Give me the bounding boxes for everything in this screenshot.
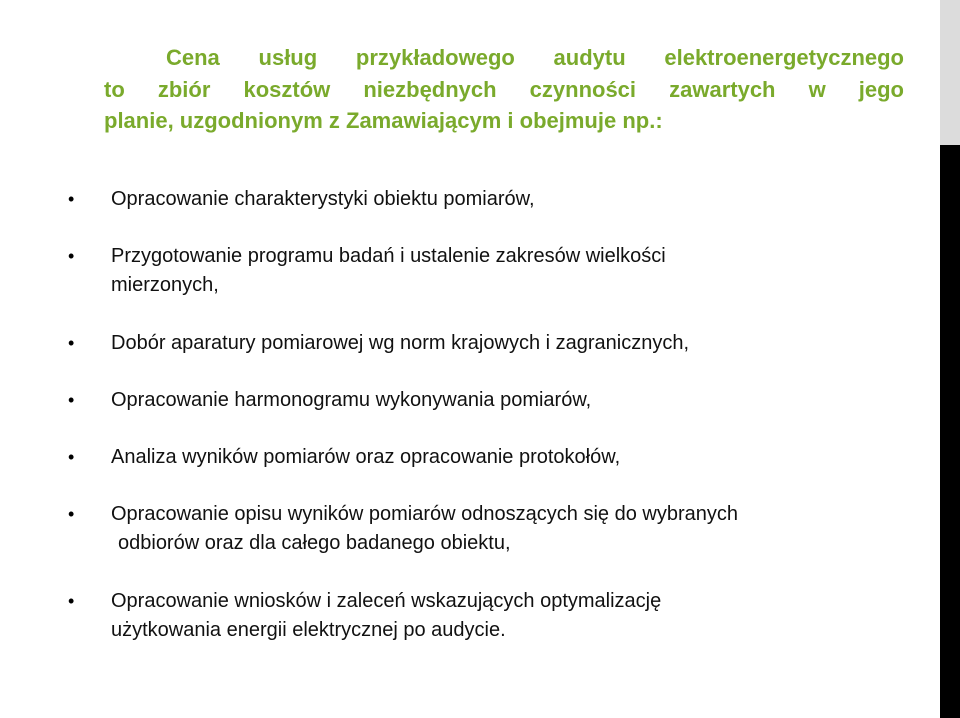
list-item-text xyxy=(111,587,881,645)
bullet-dot: • xyxy=(68,390,75,410)
bullet-dot: • xyxy=(68,189,75,209)
list-item-text xyxy=(111,500,881,558)
list-item-line: Opracowanie opisu wyników pomiarów odnoszących się do wybranych xyxy=(111,503,738,525)
list-item-text xyxy=(111,386,881,415)
list-item-line: Dobór aparatury pomiarowej wg norm krajowych i zagranicznych, xyxy=(111,332,690,354)
list-item-line: Analiza wyników pomiarów oraz opracowanie protokołów, xyxy=(111,446,621,468)
bullet-dot: • xyxy=(68,246,75,266)
list-item-line: Przygotowanie programu badań i ustalenie zakresów wielkości xyxy=(111,245,666,267)
slide-title-line: planie, uzgodnionym z Zamawiającym i obejmuje np.: xyxy=(104,108,663,133)
slide-title-line: Cena usług przykładowego audytu elektroenergetycznego xyxy=(166,45,904,70)
list-item-line: Opracowanie harmonogramu wykonywania pomiarów, xyxy=(111,389,592,411)
list-item-text xyxy=(111,242,881,300)
list-item-text xyxy=(111,329,881,358)
slide-title-line: to zbiór kosztów niezbędnych czynności zawartych w jego xyxy=(104,76,904,102)
list-item-line: odbiorów oraz dla całego badanego obiektu, xyxy=(118,532,511,554)
list-item-text xyxy=(111,443,881,472)
slide-right-edge-top xyxy=(940,0,960,145)
list-item-line: mierzonych, xyxy=(111,274,219,296)
list-item-line: Opracowanie wniosków i zaleceń wskazujących optymalizację xyxy=(111,590,662,612)
list-item-text xyxy=(111,185,881,214)
bullet-dot: • xyxy=(68,447,75,467)
slide-title xyxy=(104,42,904,137)
bullet-dot: • xyxy=(68,333,75,353)
bullet-dot: • xyxy=(68,504,75,524)
list-item-line: użytkowania energii elektrycznej po audycie. xyxy=(111,619,506,641)
bullet-dot: • xyxy=(68,591,75,611)
list-item-line: Opracowanie charakterystyki obiektu pomiarów, xyxy=(111,188,535,210)
